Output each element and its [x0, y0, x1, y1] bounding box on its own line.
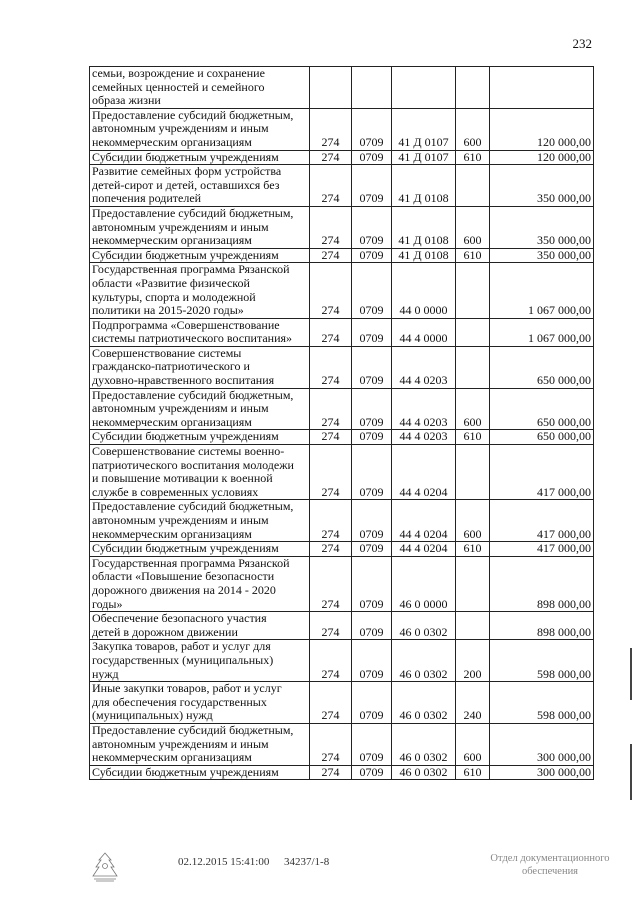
- row-section: 0709: [352, 388, 392, 430]
- row-sum: 300 000,00: [490, 765, 594, 780]
- row-name-line: (муниципальных) нужд: [92, 708, 213, 723]
- row-code: 274: [310, 723, 352, 765]
- row-sum: 350 000,00: [490, 165, 594, 207]
- row-article: 41 Д 0108: [392, 248, 456, 263]
- row-article: 41 Д 0107: [392, 108, 456, 150]
- row-section: 0709: [352, 150, 392, 165]
- row-kind: 610: [456, 150, 490, 165]
- row-code: 274: [310, 765, 352, 780]
- footer-doc-number: 34237/1-8: [284, 856, 330, 868]
- row-name-line: и повышение мотивации к военной: [92, 471, 273, 486]
- row-name-line: Субсидии бюджетным учреждениям: [92, 247, 279, 262]
- table-row: [90, 542, 594, 557]
- table-row: [90, 165, 594, 207]
- row-article: 44 4 0203: [392, 388, 456, 430]
- row-article: 46 0 0302: [392, 640, 456, 682]
- table-row: [90, 248, 594, 263]
- row-sum: 120 000,00: [490, 108, 594, 150]
- row-section: 0709: [352, 248, 392, 263]
- row-name-line: для обеспечения государственных: [92, 694, 267, 709]
- row-name: [90, 765, 310, 780]
- row-sum: 350 000,00: [490, 248, 594, 263]
- row-article: 46 0 0302: [392, 723, 456, 765]
- footer-timestamp: 02.12.2015 15:41:00: [178, 856, 270, 868]
- row-section: [352, 67, 392, 109]
- row-code: 274: [310, 346, 352, 388]
- row-code: [310, 67, 352, 109]
- row-name-line: образа жизни: [92, 93, 161, 108]
- row-code: 274: [310, 640, 352, 682]
- footer-department-line: Отдел документационного: [490, 853, 610, 864]
- row-article: 46 0 0302: [392, 682, 456, 724]
- row-name-line: Развитие семейных форм устройства: [92, 164, 282, 179]
- row-section: 0709: [352, 206, 392, 248]
- row-code: 274: [310, 430, 352, 445]
- row-code: 274: [310, 206, 352, 248]
- row-name-line: духовно-нравственного воспитания: [92, 373, 275, 388]
- row-name-line: Предоставление субсидий бюджетным,: [92, 387, 294, 402]
- row-article: 44 4 0203: [392, 346, 456, 388]
- row-kind: [456, 346, 490, 388]
- row-sum: 598 000,00: [490, 640, 594, 682]
- row-code: 274: [310, 542, 352, 557]
- row-name-line: Предоставление субсидий бюджетным,: [92, 722, 294, 737]
- row-name-line: попечения родителей: [92, 191, 202, 206]
- row-name: [90, 500, 310, 542]
- row-kind: [456, 165, 490, 207]
- row-name-line: Государственная программа Рязанской: [92, 555, 290, 570]
- footer-department: [470, 852, 630, 878]
- budget-table: [89, 66, 594, 780]
- row-name: [90, 445, 310, 500]
- table-row: [90, 388, 594, 430]
- row-code: 274: [310, 165, 352, 207]
- row-article: 44 0 0000: [392, 263, 456, 318]
- row-name-line: Подпрограмма «Совершенствование: [92, 317, 280, 332]
- row-article: 41 Д 0108: [392, 206, 456, 248]
- row-kind: [456, 445, 490, 500]
- table-row: [90, 765, 594, 780]
- table-row: [90, 206, 594, 248]
- row-article: 46 0 0000: [392, 556, 456, 611]
- row-name: [90, 318, 310, 346]
- row-article: 44 4 0204: [392, 542, 456, 557]
- row-sum: 417 000,00: [490, 445, 594, 500]
- row-sum: 650 000,00: [490, 430, 594, 445]
- row-section: 0709: [352, 765, 392, 780]
- row-name-line: Совершенствование системы военно-: [92, 444, 285, 459]
- row-name-line: автономным учреждениям и иным: [92, 121, 269, 136]
- row-sum: 417 000,00: [490, 500, 594, 542]
- scan-edge-mark: [630, 648, 632, 700]
- row-article: 46 0 0302: [392, 612, 456, 640]
- row-name-line: семьи, возрождение и сохранение: [92, 66, 265, 80]
- row-code: 274: [310, 500, 352, 542]
- row-name-line: некоммерческим организациям: [92, 233, 252, 248]
- row-kind: 610: [456, 248, 490, 263]
- table-row: [90, 682, 594, 724]
- row-article: 44 4 0204: [392, 500, 456, 542]
- footer-department-line: обеспечения: [521, 866, 579, 877]
- row-section: 0709: [352, 612, 392, 640]
- row-name: [90, 612, 310, 640]
- row-sum: 417 000,00: [490, 542, 594, 557]
- row-section: 0709: [352, 500, 392, 542]
- row-name-line: детей-сирот и детей, оставшихся без: [92, 177, 280, 192]
- row-sum: 1 067 000,00: [490, 263, 594, 318]
- row-name-line: Закупка товаров, работ и услуг для: [92, 639, 271, 654]
- table-row: [90, 556, 594, 611]
- table-row: [90, 150, 594, 165]
- row-name-line: автономным учреждениям и иным: [92, 736, 269, 751]
- row-kind: 610: [456, 765, 490, 780]
- row-name-line: некоммерческим организациям: [92, 414, 252, 429]
- row-sum: 898 000,00: [490, 612, 594, 640]
- row-code: 274: [310, 150, 352, 165]
- row-name-line: некоммерческим организациям: [92, 526, 252, 541]
- row-article: 41 Д 0107: [392, 150, 456, 165]
- table-row: [90, 108, 594, 150]
- row-section: 0709: [352, 682, 392, 724]
- row-name-line: области «Развитие физической: [92, 275, 250, 290]
- row-kind: [456, 612, 490, 640]
- row-section: 0709: [352, 640, 392, 682]
- table-row: [90, 445, 594, 500]
- table-row: [90, 263, 594, 318]
- row-name-line: семейных ценностей и семейного: [92, 79, 265, 94]
- row-sum: 350 000,00: [490, 206, 594, 248]
- row-name-line: детей в дорожном движении: [92, 624, 238, 639]
- row-code: 274: [310, 318, 352, 346]
- row-sum: 598 000,00: [490, 682, 594, 724]
- row-name-line: Предоставление субсидий бюджетным,: [92, 499, 294, 514]
- row-name-line: дорожного движения на 2014 - 2020: [92, 582, 276, 597]
- row-name-line: автономным учреждениям и иным: [92, 401, 269, 416]
- row-name-line: системы патриотического воспитания»: [92, 331, 293, 346]
- row-name-line: службе в современных условиях: [92, 484, 259, 499]
- row-name-line: нужд: [92, 666, 119, 681]
- row-name: [90, 430, 310, 445]
- row-article: 44 4 0203: [392, 430, 456, 445]
- row-name-line: Государственная программа Рязанской: [92, 262, 290, 277]
- row-kind: 610: [456, 430, 490, 445]
- table-row: [90, 346, 594, 388]
- table-row: [90, 500, 594, 542]
- row-name-line: автономным учреждениям и иным: [92, 219, 269, 234]
- row-name: [90, 346, 310, 388]
- row-section: 0709: [352, 445, 392, 500]
- row-sum: 898 000,00: [490, 556, 594, 611]
- row-code: 274: [310, 445, 352, 500]
- row-section: 0709: [352, 430, 392, 445]
- row-sum: [490, 67, 594, 109]
- table-row: [90, 430, 594, 445]
- row-name-line: Субсидии бюджетным учреждениям: [92, 149, 279, 164]
- row-name: [90, 556, 310, 611]
- row-name-line: Иные закупки товаров, работ и услуг: [92, 681, 282, 696]
- row-name-line: гражданско-патриотического и: [92, 359, 250, 374]
- row-name-line: годы»: [92, 596, 123, 611]
- row-name-line: некоммерческим организациям: [92, 750, 252, 765]
- table-row: [90, 723, 594, 765]
- row-code: 274: [310, 263, 352, 318]
- row-kind: [456, 556, 490, 611]
- row-code: 274: [310, 248, 352, 263]
- row-article: 44 4 0204: [392, 445, 456, 500]
- row-kind: 600: [456, 206, 490, 248]
- row-name-line: политики на 2015-2020 годы»: [92, 303, 244, 318]
- row-name: [90, 682, 310, 724]
- row-article: 41 Д 0108: [392, 165, 456, 207]
- row-name: [90, 165, 310, 207]
- row-name: [90, 388, 310, 430]
- row-article: 46 0 0302: [392, 765, 456, 780]
- row-section: 0709: [352, 318, 392, 346]
- row-name-line: Предоставление субсидий бюджетным,: [92, 107, 294, 122]
- row-name-line: Субсидии бюджетным учреждениям: [92, 429, 279, 444]
- row-name: [90, 108, 310, 150]
- row-name: [90, 640, 310, 682]
- row-section: 0709: [352, 263, 392, 318]
- row-kind: 240: [456, 682, 490, 724]
- row-name: [90, 263, 310, 318]
- row-name: [90, 67, 310, 109]
- table-row: [90, 318, 594, 346]
- row-kind: [456, 318, 490, 346]
- row-name-line: области «Повышение безопасности: [92, 569, 275, 584]
- row-section: 0709: [352, 723, 392, 765]
- row-article: 44 4 0000: [392, 318, 456, 346]
- row-kind: 600: [456, 723, 490, 765]
- row-kind: 610: [456, 542, 490, 557]
- table-row: [90, 612, 594, 640]
- scan-edge-mark: [630, 744, 632, 800]
- row-name-line: Субсидии бюджетным учреждениям: [92, 541, 279, 556]
- row-name: [90, 248, 310, 263]
- row-name-line: Предоставление субсидий бюджетным,: [92, 205, 294, 220]
- row-name-line: некоммерческим организациям: [92, 134, 252, 149]
- row-code: 274: [310, 388, 352, 430]
- emblem-icon: [88, 850, 122, 884]
- row-kind: 600: [456, 500, 490, 542]
- row-sum: 650 000,00: [490, 346, 594, 388]
- row-sum: 1 067 000,00: [490, 318, 594, 346]
- row-name: [90, 542, 310, 557]
- page-number: 232: [572, 36, 592, 51]
- row-section: 0709: [352, 108, 392, 150]
- row-section: 0709: [352, 542, 392, 557]
- row-name-line: Субсидии бюджетным учреждениям: [92, 764, 279, 779]
- row-name: [90, 723, 310, 765]
- row-section: 0709: [352, 165, 392, 207]
- row-kind: [456, 263, 490, 318]
- row-kind: [456, 67, 490, 109]
- budget-table-body: [90, 67, 594, 780]
- row-kind: 600: [456, 388, 490, 430]
- row-kind: 600: [456, 108, 490, 150]
- row-name-line: Совершенствование системы: [92, 345, 242, 360]
- row-section: 0709: [352, 346, 392, 388]
- row-name: [90, 206, 310, 248]
- row-name-line: культуры, спорта и молодежной: [92, 289, 256, 304]
- row-name-line: автономным учреждениям и иным: [92, 513, 269, 527]
- row-name: [90, 150, 310, 165]
- row-sum: 650 000,00: [490, 388, 594, 430]
- table-row: [90, 640, 594, 682]
- table-row: [90, 67, 594, 109]
- row-article: [392, 67, 456, 109]
- row-code: 274: [310, 682, 352, 724]
- row-name-line: государственных (муниципальных): [92, 652, 274, 667]
- row-code: 274: [310, 612, 352, 640]
- row-name-line: патриотического воспитания молодежи: [92, 457, 294, 472]
- row-sum: 300 000,00: [490, 723, 594, 765]
- row-code: 274: [310, 556, 352, 611]
- row-name-line: Обеспечение безопасного участия: [92, 611, 267, 626]
- row-kind: 200: [456, 640, 490, 682]
- row-section: 0709: [352, 556, 392, 611]
- row-code: 274: [310, 108, 352, 150]
- row-sum: 120 000,00: [490, 150, 594, 165]
